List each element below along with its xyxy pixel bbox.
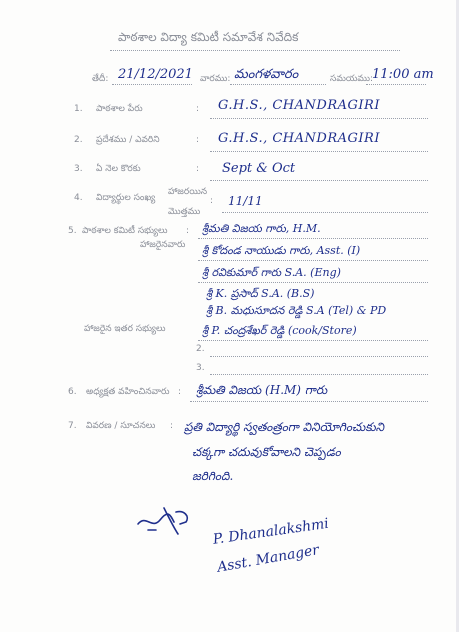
member-line-3 (198, 282, 428, 283)
committee-member-5: శ్రీ B. మధుసూదన రెడ్డి S.A (Tel) & PD (206, 304, 387, 317)
committee-sublabel: హాజరైనవారు (140, 240, 186, 250)
remarks-colon: : (170, 421, 174, 431)
member-line-6 (198, 340, 428, 341)
field-4-value: 11/11 (228, 194, 263, 208)
chair-label: అధ్యక్షత వహించినవారు (86, 387, 170, 397)
committee-member-1: శ్రీమతి విజయ గారు, H.M. (202, 222, 321, 235)
committee-num: 5. (68, 226, 77, 236)
date-value: 21/12/2021 (118, 67, 193, 82)
signature-title: Asst. Manager (216, 542, 321, 576)
other-num-2: 2. (196, 344, 205, 354)
committee-member-6: శ్రీ P. చంద్రశేఖర్ రెడ్డి (cook/Store) (202, 324, 357, 337)
chair-num: 6. (68, 387, 77, 397)
time-value: 11:00 am (372, 67, 434, 82)
date-label: తేదీ: (92, 74, 109, 84)
day-label: వారము: (200, 74, 231, 84)
date-line (112, 84, 192, 85)
field-1-colon: : (196, 104, 200, 114)
field-2-colon: : (196, 135, 200, 145)
form-title: పాఠశాల విద్యా కమిటీ సమావేశ నివేదిక (118, 30, 299, 44)
field-4-label-total: మొత్తము (168, 207, 201, 217)
day-line (230, 84, 326, 85)
field-3-label: ఏ నెల కొరకు (96, 164, 141, 174)
field-1-label: పాఠశాల పేరు (96, 104, 143, 114)
member-line-1 (198, 238, 428, 239)
field-3-num: 3. (74, 164, 83, 174)
field-4-label-present: హాజరయిన (168, 187, 208, 197)
other-line-3 (210, 374, 428, 375)
field-1-line (210, 118, 428, 119)
member-line-2 (198, 260, 428, 261)
title-underline (110, 50, 400, 51)
field-2-value: G.H.S., CHANDRAGIRI (218, 131, 380, 146)
committee-member-3: శ్రీ రవికుమార్ గారు S.A. (Eng) (202, 266, 341, 279)
committee-label: పాఠశాల కమిటీ సభ్యులు (82, 226, 168, 236)
field-2-num: 2. (74, 135, 83, 145)
field-3-line (210, 180, 428, 181)
remarks-line-1: ప్రతి విద్యార్థి స్వతంత్రంగా వినియోగించుకుని (184, 420, 385, 434)
field-1-num: 1. (74, 104, 83, 114)
field-4-colon: : (210, 196, 214, 206)
remarks-label: వివరణ / సూచనలు (86, 421, 156, 431)
field-2-line (210, 151, 428, 152)
field-4-line (222, 212, 428, 213)
remarks-line-3: జరిగింది. (192, 469, 234, 483)
field-3-value: Sept & Oct (222, 161, 296, 176)
field-4-num: 4. (74, 193, 83, 203)
committee-colon: : (186, 226, 190, 236)
committee-member-4: శ్రీ K. ప్రసాద్ S.A. (B.S) (206, 287, 315, 300)
other-members-label: హాజరైన ఇతర సభ్యులు (84, 324, 166, 334)
other-line-2 (210, 356, 428, 357)
chair-line (190, 401, 428, 402)
remarks-line-2: చక్కగా చదువుకోవాలని చెప్పడం (192, 445, 341, 459)
time-label: సమయము: (330, 74, 374, 84)
day-value: మంగళవారం (234, 67, 299, 82)
remarks-num: 7. (68, 421, 77, 431)
time-line (366, 84, 426, 85)
field-1-value: G.H.S., CHANDRAGIRI (218, 98, 380, 113)
field-4-label: విద్యార్థుల సంఖ్య (96, 193, 156, 203)
chair-value: శ్రీమతి విజయ (H.M) గారు (196, 383, 328, 397)
signature-scribble (134, 500, 214, 540)
field-3-colon: : (196, 164, 200, 174)
committee-member-2: శ్రీ కోదండ నాయుడు గారు, Asst. (I) (202, 244, 361, 257)
field-2-label: ప్రదేశము / ఎవరిని (96, 135, 160, 145)
signature-name: P. Dhanalakshmi (212, 515, 330, 548)
chair-colon: : (178, 387, 182, 397)
other-num-3: 3. (196, 363, 205, 373)
